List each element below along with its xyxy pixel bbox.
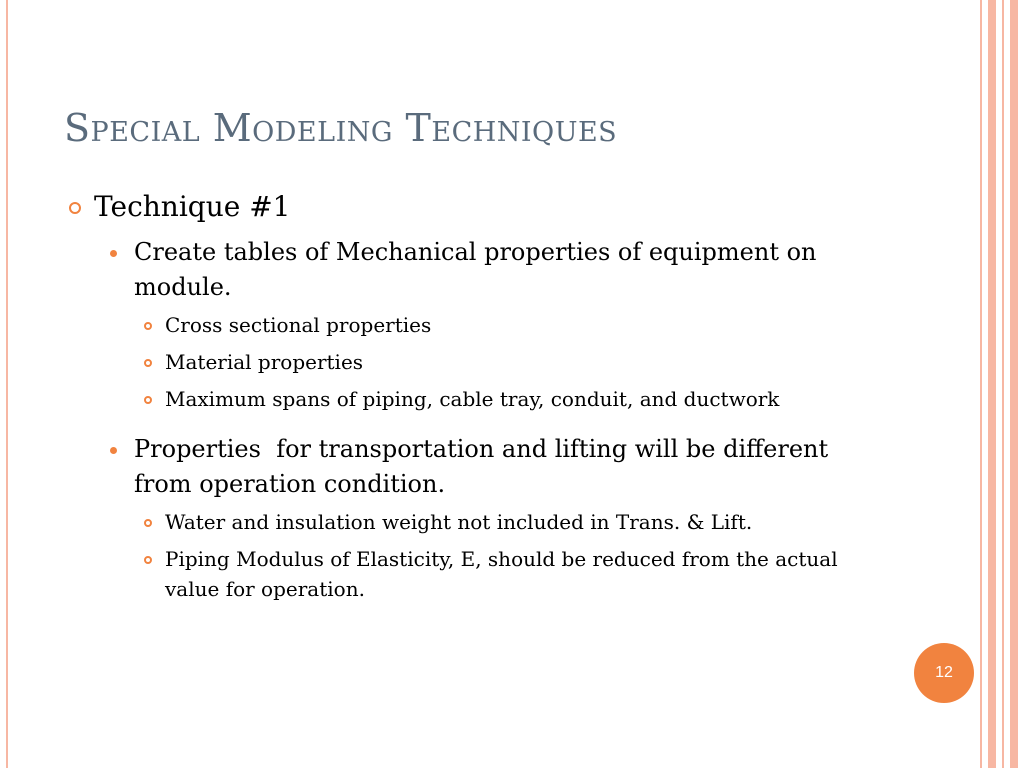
bullet-text: Create tables of Mechanical properties of equipment on module. [134,238,817,301]
bullet-text: Properties for transportation and lifting will be different from operation condition. [134,435,836,498]
bullet-text: Technique #1 [94,190,291,223]
slide-content [64,188,884,604]
page-number-badge [914,643,974,703]
right-frame-stripe [988,0,996,768]
ring-bullet-icon [69,202,81,214]
ring-bullet-icon [144,556,152,564]
right-frame-stripe [980,0,982,768]
bullet-level-1 [64,188,884,226]
bullet-level-3 [64,507,884,537]
dot-bullet-icon [110,447,117,454]
bullet-text: Maximum spans of piping, cable tray, conduit, and ductwork [165,387,780,411]
bullet-level-2 [64,432,884,502]
ring-bullet-icon [144,519,152,527]
bullet-text: Cross sectional properties [165,313,432,337]
bullet-text: Piping Modulus of Elasticity, E, should be reduced from the actual value for operation. [165,547,838,601]
ring-bullet-icon [144,396,152,404]
bullet-level-2 [64,235,884,305]
ring-bullet-icon [144,322,152,330]
bullet-level-3 [64,544,884,604]
left-frame-border [0,0,8,768]
bullet-level-3 [64,347,884,377]
dot-bullet-icon [110,250,117,257]
bullet-text: Water and insulation weight not included in Trans. & Lift. [165,510,753,534]
ring-bullet-icon [144,359,152,367]
slide-title: Special Modeling Techniques [64,106,618,150]
bullet-level-3 [64,384,884,414]
right-frame-stripe [1010,0,1018,768]
page-number: 12 [935,664,953,681]
bullet-text: Material properties [165,350,364,374]
bullet-level-3 [64,310,884,340]
right-frame-stripe [1002,0,1004,768]
